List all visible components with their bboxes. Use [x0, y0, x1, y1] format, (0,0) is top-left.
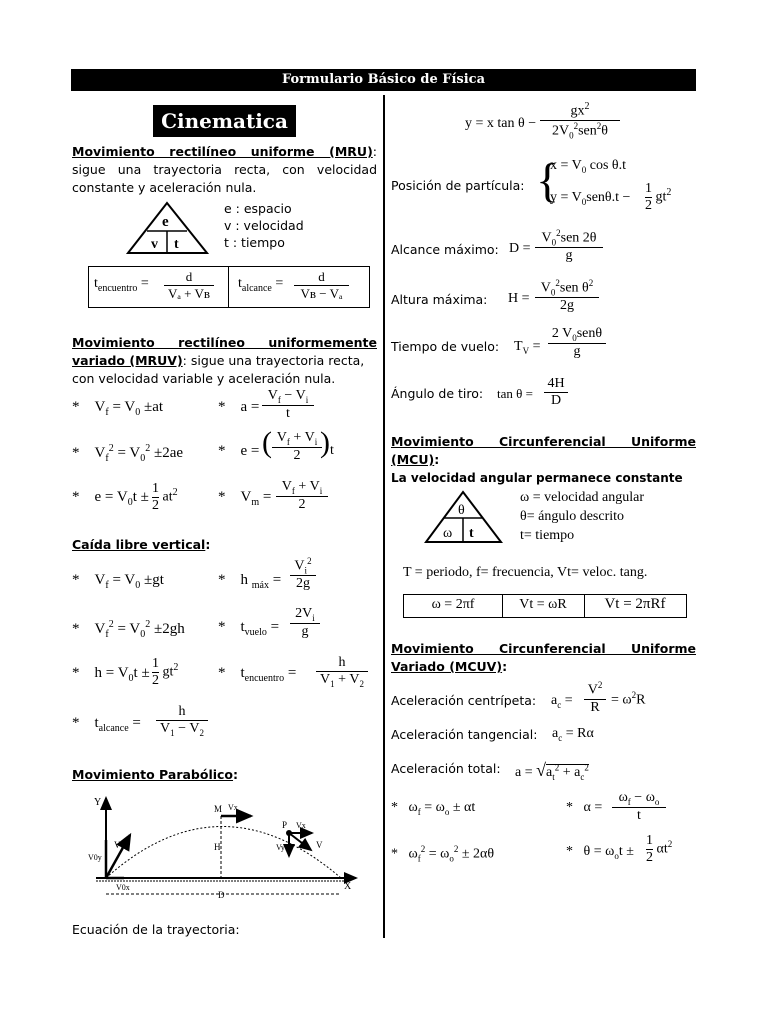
- mcu-box-vt: Vt = ωR: [519, 597, 567, 612]
- caida-formula-4-frac: $2V_i$ g: [290, 606, 320, 640]
- column-divider: [383, 95, 385, 938]
- total-eq: $a = √a_t^2 + a_c^2$: [515, 760, 589, 782]
- legend-tiempo: t : tiempo: [224, 235, 285, 250]
- mruv-title-1: Movimiento rectilíneo uniformemente: [72, 335, 377, 350]
- caida-title: [72, 536, 210, 554]
- t-encuentro-lhs: t: [94, 276, 98, 291]
- t-encuentro-sub: encuentro: [97, 282, 138, 294]
- mruv-formula-2-frac: $V_f - V_i$ t: [262, 388, 314, 422]
- mcuv-formula-3: * $\omega_f^2 = \omega_o^2 \pm 2\alpha\theta$: [391, 844, 495, 864]
- tiempo-label: Tiempo de vuelo:: [391, 339, 500, 354]
- altura-eq: H =: [508, 291, 530, 306]
- caida-formula-2: * h $_{máx}$ =: [218, 572, 282, 591]
- angulo-label: Ángulo de tiro:: [391, 386, 484, 401]
- svg-text:Vy: Vy: [276, 843, 285, 852]
- triangle-v: v: [151, 237, 158, 252]
- v0-label: V: [114, 840, 121, 850]
- t-alcance-num: d: [318, 269, 325, 284]
- altura-frac: $V_0^2sen$ $\theta^2$ 2g: [535, 278, 599, 314]
- mcu-triangle-t: t: [469, 526, 474, 541]
- tangencial-label: Aceleración tangencial:: [391, 727, 538, 742]
- mruv-formula-2: * a =: [218, 399, 260, 415]
- mruv-section: [72, 334, 377, 388]
- trayectoria-label: Ecuación de la trayectoria:: [72, 922, 240, 937]
- svg-text:Vx: Vx: [228, 803, 238, 812]
- posicion-label: Posición de partícula:: [391, 178, 525, 193]
- mcu-triangle-theta: θ: [458, 503, 465, 518]
- axis-y-label: Y: [94, 797, 102, 808]
- legend-espacio: e : espacio: [224, 201, 292, 216]
- axis-x-label: X: [344, 881, 352, 892]
- mcuv-title-2: Variado (MCUV): [391, 659, 503, 674]
- projectile-diagram: [86, 790, 366, 905]
- angulo-eq: tan θ =: [497, 386, 533, 401]
- mcu-title-2: (MCU): [391, 452, 435, 467]
- centripeta-frac: $V^2$ R: [584, 680, 606, 716]
- tangencial-eq: $a_c = R\alpha$: [552, 726, 594, 743]
- mcu-title-1: Movimiento Circunferencial Uniforme: [391, 434, 696, 449]
- mru-legend: [224, 200, 304, 251]
- mcu-legend: [520, 488, 644, 545]
- mru-formula-box: $t_{encuentro}$ = $\frac{d}{\text{Vₐ + Vʙ}}$ $t_{alcance}$ = $\frac{d}{\text{Vʙ − Vₐ}}$: [88, 266, 370, 308]
- centripeta-eq-2: = $\omega^2R$: [611, 690, 646, 708]
- centripeta-label: Aceleración centrípeta:: [391, 693, 537, 708]
- mruv-formula-3: * $V_f^2 = V_0^2 \pm 2ae$: [72, 443, 184, 464]
- mcu-desc: La velocidad angular permanece constante: [391, 471, 683, 485]
- t-alcance-sub: alcance: [241, 282, 272, 294]
- mruv-formula-4: * e =: [218, 443, 260, 459]
- mru-desc-2: constante y aceleración nula.: [72, 180, 257, 195]
- mcuv-formula-4: * $\theta = \omega_ot$ ±: [566, 844, 634, 861]
- mcu-box-omega: ω = 2πf: [431, 597, 475, 612]
- mcuv-formula-1: * $\omega_f = \omega_o \pm \alpha t$: [391, 800, 476, 817]
- mcuv-title-1: Movimiento Circunferencial Uniforme: [391, 641, 696, 656]
- posicion-x: $x = V_0$ cos θ.t: [550, 158, 627, 175]
- legend-velocidad: v : velocidad: [224, 218, 304, 233]
- t-encuentro-num: d: [185, 269, 193, 284]
- caida-formula-2-frac: $V_i^2$ 2g: [290, 556, 316, 592]
- caida-formula-3: * $V_f^2 = V_0^2 \pm 2gh$: [72, 619, 185, 640]
- mruv-formula-1: * $V_f = V_0 \pm at$: [72, 399, 164, 418]
- trayectoria-equation: y = x tan θ −: [465, 116, 537, 131]
- total-label: Aceleración total:: [391, 761, 501, 776]
- centripeta-eq: $a_c$ =: [551, 693, 573, 710]
- mru-desc-1: : sigue una trayectoria recta, con velocidad: [72, 144, 377, 177]
- caida-formula-5-frac: $\frac{1}{2}$ $gt^2$: [152, 656, 179, 688]
- caida-formula-6-frac: h $V_1 + V_2$: [316, 655, 368, 689]
- caida-formula-5: * $h = V_0t$ ±: [72, 665, 150, 684]
- cinematica-title: Cinematica: [153, 105, 296, 137]
- mcu-legend-theta: θ= ángulo descrito: [520, 509, 625, 524]
- mcu-note: T = periodo, f= frecuencia, Vt= veloc. tang.: [403, 565, 648, 580]
- mcu-triangle-diagram: [423, 490, 503, 545]
- height-h-label: H: [214, 842, 221, 852]
- caida-colon: :: [205, 537, 211, 552]
- mcu-triangle-omega: ω: [443, 526, 453, 541]
- v-label: V: [316, 840, 323, 850]
- parabolico-title: [72, 766, 238, 784]
- t-encuentro-den: Vₐ + Vʙ: [164, 285, 214, 302]
- mcu-formula-box: [403, 594, 687, 618]
- caida-formula-7-frac: h $V_1 - V_2$: [156, 704, 208, 738]
- mcuv-formula-2: * α =: [566, 800, 603, 815]
- t-alcance-lhs: t: [238, 276, 242, 291]
- t-alcance-den: Vʙ − Vₐ: [294, 285, 349, 302]
- mruv-formula-5: * $e = V_0t$ ±: [72, 489, 149, 508]
- caida-title-text: Caída libre vertical: [72, 537, 206, 552]
- alcance-label: Alcance máximo:: [391, 242, 499, 257]
- caida-formula-1: * $V_f = V_0 \pm gt$: [72, 572, 164, 591]
- caida-formula-6: * $t_{encuentro}$ =: [218, 665, 297, 684]
- trayectoria-equation-frac: $gx^2$ $2V_0^2sen^2\theta$: [540, 101, 620, 140]
- svg-text:Vx: Vx: [296, 821, 306, 830]
- triangle-e: e: [162, 214, 169, 230]
- triangle-t: t: [174, 237, 179, 252]
- mcu-legend-omega: ω = velocidad angular: [520, 490, 645, 505]
- mcu-colon: :: [434, 452, 440, 467]
- mruv-formula-5-frac: $\frac{1}{2}$ $at^2$: [152, 481, 178, 513]
- point-p-label: P: [282, 820, 288, 830]
- altura-label: Altura máxima:: [391, 292, 488, 307]
- mcuv-colon: :: [502, 659, 508, 674]
- posicion-brace: {: [536, 154, 560, 207]
- mruv-desc-2: con velocidad variable y aceleración nula.: [72, 371, 336, 386]
- posicion-y-frac: $\frac{1}{2}$ $gt^2$: [645, 181, 672, 213]
- mru-section: [72, 143, 377, 197]
- distance-d-label: D: [218, 890, 225, 900]
- mru-title: Movimiento rectilíneo uniforme (MRU): [72, 144, 373, 159]
- mcuv-formula-4-frac: $\frac{1}{2}$ $\alpha t^2$: [646, 833, 673, 865]
- mcuv-section: [391, 640, 696, 676]
- mruv-formula-6-frac: $V_f + V_i$ 2: [276, 479, 328, 513]
- svg-text:V0y: V0y: [88, 853, 102, 862]
- mcu-section: [391, 433, 696, 487]
- mcuv-formula-2-frac: $\omega_f - \omega_o$ t: [612, 790, 666, 824]
- caida-formula-7: * $t_{alcance}$ =: [72, 715, 141, 734]
- svg-text:V0x: V0x: [116, 883, 130, 892]
- alcance-frac: $V_0^2sen$ 2θ g: [535, 228, 603, 264]
- mruv-formula-6: * $V_m$ =: [218, 489, 272, 508]
- page-header: Formulario Básico de Física: [71, 69, 696, 91]
- caida-formula-4: * $t_{vuelo}$ =: [218, 619, 280, 638]
- parabolico-colon: :: [233, 767, 239, 782]
- tiempo-eq: $T_V$ =: [514, 339, 541, 356]
- point-m-label: M: [214, 804, 223, 814]
- parabolico-title-text: Movimiento Parabólico: [72, 767, 234, 782]
- alcance-eq: D =: [509, 241, 531, 256]
- mcu-box-vt2: Vt = 2πRf: [604, 596, 666, 612]
- mruv-title-2: variado (MRUV): [72, 353, 183, 368]
- posicion-y: $y = V_0sen\theta.t$ −: [550, 190, 631, 207]
- mru-triangle-diagram: [125, 201, 210, 256]
- mcu-legend-t: t= tiempo: [520, 528, 575, 543]
- tiempo-frac: 2 $V_0sen\theta$ g: [548, 326, 606, 360]
- mruv-desc-1: : sigue una trayectoria recta,: [182, 353, 365, 368]
- angulo-frac: 4H D: [544, 376, 568, 409]
